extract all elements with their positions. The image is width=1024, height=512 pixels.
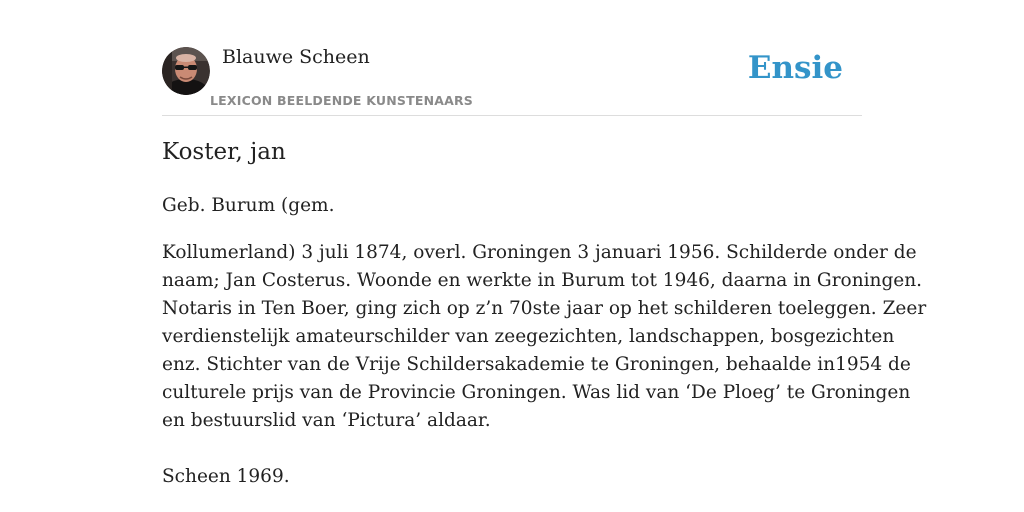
body-line: verdienstelijk amateurschilder van zeegezichten, landschappen, bosgezichten (162, 326, 895, 347)
article-header (162, 0, 862, 116)
article-page (162, 0, 927, 487)
category-label[interactable]: LEXICON BEELDENDE KUNSTENAARS (210, 93, 474, 108)
article-body (162, 239, 927, 435)
author-name[interactable]: Blauwe Scheen (222, 46, 370, 68)
body-line: naam; Jan Costerus. Woonde en werkte in Burum tot 1946, daarna in Groningen. (162, 270, 923, 291)
article-title: Koster, jan (162, 139, 286, 165)
body-line: enz. Stichter van de Vrije Schildersakademie te Groningen, behaalde in1954 de (162, 354, 911, 375)
ensie-logo[interactable]: Ensie (747, 50, 843, 86)
article-intro: Geb. Burum (gem. (162, 195, 335, 216)
body-line: en bestuurslid van ‘Pictura’ aldaar. (162, 410, 491, 431)
body-line: Kollumerland) 3 juli 1874, overl. Groningen 3 januari 1956. Schilderde onder de (162, 242, 917, 263)
body-line: Notaris in Ten Boer, ging zich op z’n 70ste jaar op het schilderen toeleggen. Zeer (162, 298, 927, 319)
body-line: culturele prijs van de Provincie Groningen. Was lid van ‘De Ploeg’ te Groningen (162, 382, 911, 403)
article-source: Scheen 1969. (162, 466, 290, 487)
author-avatar[interactable] (162, 47, 210, 95)
